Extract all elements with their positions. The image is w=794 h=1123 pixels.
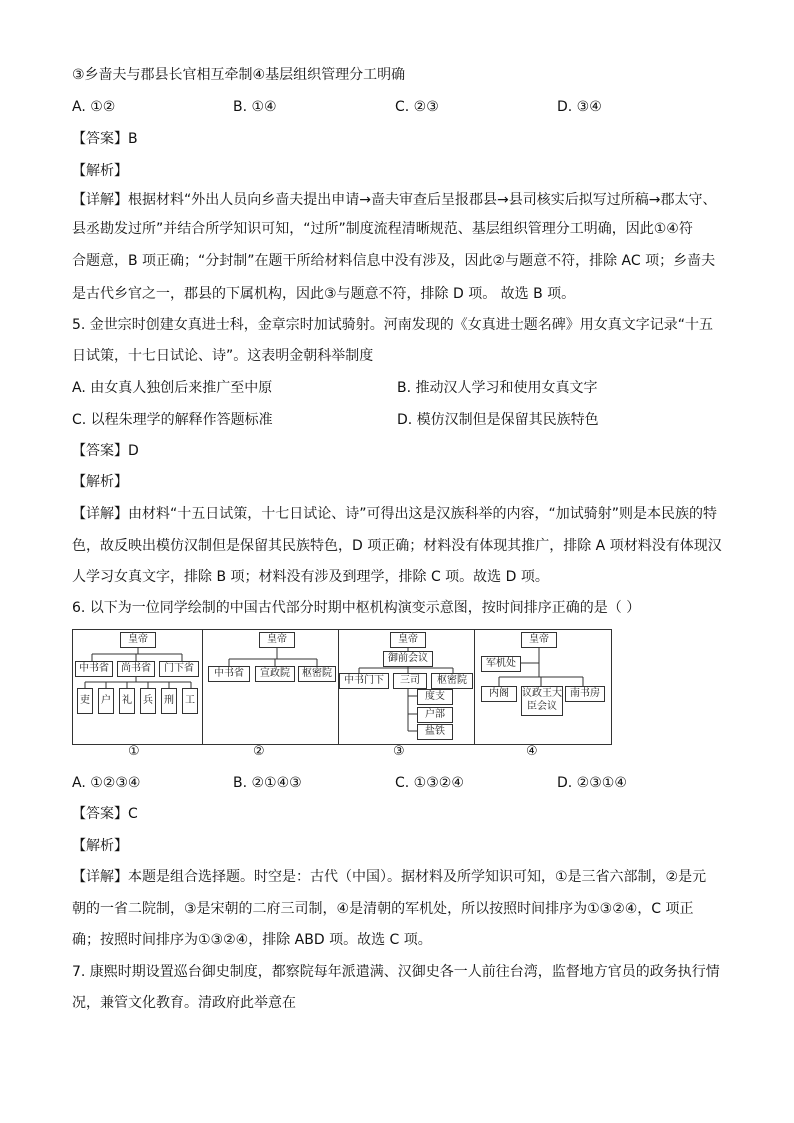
q4-detail-line: 合题意，B 项正确；“分封制”在题干所给材料信息中没有涉及，因此②与题意不符，排除 AC 项；乡啬夫 [72,253,716,269]
q6-figure [72,629,612,745]
q5-stem-line: 5. 金世宗时创建女真进士科，金章宗时加试骑射。河南发现的《女真进士题名碑》用女真文字记录“十五 [72,317,714,333]
q5-detail-line: 【详解】由材料“十五日试策，十七日试论、诗”可得出这是汉族科举的内容，“加试骑射”则是本民族的特 [72,506,718,522]
q4-option-c: C. ②③ [395,99,439,115]
caption-1: ① [128,744,140,759]
ministry-gong-box: 工 [182,688,198,714]
shumi-box: 枢密院 [431,673,473,689]
zhongshu-box: 中书省 [75,661,113,677]
q6-stem: 6. 以下为一位同学绘制的中国古代部分时期中枢机构演变示意图，按时间排序正确的是（ ） [72,600,641,616]
q4-option-a: A. ①② [72,99,116,115]
ministry-li-box: 吏 [77,688,93,714]
q7-stem-line: 况，兼管文化教育。清政府此举意在 [72,995,296,1011]
junjichu-box: 军机处 [481,656,521,672]
q5-answer: 【答案】D [72,443,139,459]
q6-detail-line: 朝的一省二院制，③是宋朝的二府三司制，④是清朝的军机处，所以按照时间排序为①③②④，C 项正 [72,901,694,917]
sansi-box: 三司 [393,673,427,689]
q4-option-d: D. ③④ [557,99,602,115]
q5-detail-line: 色，故反映出模仿汉制但是保留其民族特色，D 项正确；材料没有体现其推广，排除 A 项材料没有体现汉 [72,538,722,554]
yantie-box: 盐铁 [417,724,453,740]
q6-analysis-label: 【解析】 [72,838,128,854]
shumi-box: 枢密院 [298,666,336,682]
emperor-box: 皇帝 [390,632,426,648]
ministry-li-rites-box: 礼 [119,688,135,714]
q6-option-a: A. ①②③④ [72,775,141,791]
q6-option-d: D. ②③①④ [557,775,627,791]
neige-box: 内阁 [481,686,517,702]
caption-3: ③ [393,744,405,759]
emperor-box: 皇帝 [120,632,156,648]
q6-detail-line: 【详解】本题是组合选择题。时空是：古代（中国）。据材料及所学知识可知，①是三省六部制，②是元 [72,869,707,885]
ministry-bing-box: 兵 [140,688,156,714]
hubu-box: 户部 [417,707,453,723]
duzhi-box: 度支 [417,689,453,705]
q4-option-b: B. ①④ [233,99,277,115]
ministry-hu-box: 户 [98,688,114,714]
q4-detail-line: 【详解】根据材料“外出人员向乡啬夫提出申请→啬夫审查后呈报郡县→县司核实后拟写过所稿→郡太守、 [72,192,717,208]
menxia-box: 门下省 [159,661,199,677]
q4-detail-line: 是古代乡官之一，郡县的下属机构，因此③与题意不符，排除 D 项。 故选 B 项。 [72,286,576,302]
q5-stem-line: 日试策，十七日试论、诗”。这表明金朝科举制度 [72,348,374,364]
q4-answer: 【答案】B [72,131,138,147]
emperor-box: 皇帝 [259,632,295,648]
figure-panel-2 [203,630,339,744]
q6-option-c: C. ①③②④ [395,775,464,791]
q5-option-d: D. 模仿汉制但是保留其民族特色 [397,412,599,428]
q6-detail-line: 确；按照时间排序为①③②④，排除 ABD 项。故选 C 项。 [72,932,432,948]
q7-stem-line: 7. 康熙时期设置巡台御史制度，都察院每年派遣满、汉御史各一人前往台湾，监督地方官员的政务执行情 [72,964,720,980]
nanshufang-box: 南书房 [565,686,605,702]
ministry-xing-box: 刑 [161,688,177,714]
figure-panel-1 [73,630,203,744]
q6-answer: 【答案】C [72,806,138,822]
figure-panel-3 [339,630,475,744]
yizheng-council-box: 议政王大臣会议 [521,686,563,716]
q5-detail-line: 人学习女真文字，排除 B 项；材料没有涉及到理学，排除 C 项。故选 D 项。 [72,569,549,585]
q5-option-c: C. 以程朱理学的解释作答题标准 [72,412,273,428]
emperor-box: 皇帝 [521,632,557,648]
xuanzheng-box: 宣政院 [255,666,295,682]
zhongshu-box: 中书省 [208,666,250,682]
imperial-council-box: 御前会议 [383,651,433,667]
zhongshu-menxia-box: 中书门下 [339,673,389,689]
q6-option-b: B. ②①④③ [233,775,302,791]
q4-detail-line: 县丞勘发过所”并结合所学知识可知，“过所”制度流程清晰规范、基层组织管理分工明确，因此①④符 [72,221,693,237]
q4-analysis-label: 【解析】 [72,163,128,179]
q4-stem-end: ③乡啬夫与郡县长官相互牵制④基层组织管理分工明确 [72,67,406,83]
q5-analysis-label: 【解析】 [72,474,128,490]
caption-4: ④ [526,744,538,759]
shangshu-box: 尚书省 [117,661,155,677]
figure-panel-4 [475,630,611,744]
caption-2: ② [253,744,265,759]
q5-option-b: B. 推动汉人学习和使用女真文字 [397,380,598,396]
q5-option-a: A. 由女真人独创后来推广至中原 [72,380,273,396]
